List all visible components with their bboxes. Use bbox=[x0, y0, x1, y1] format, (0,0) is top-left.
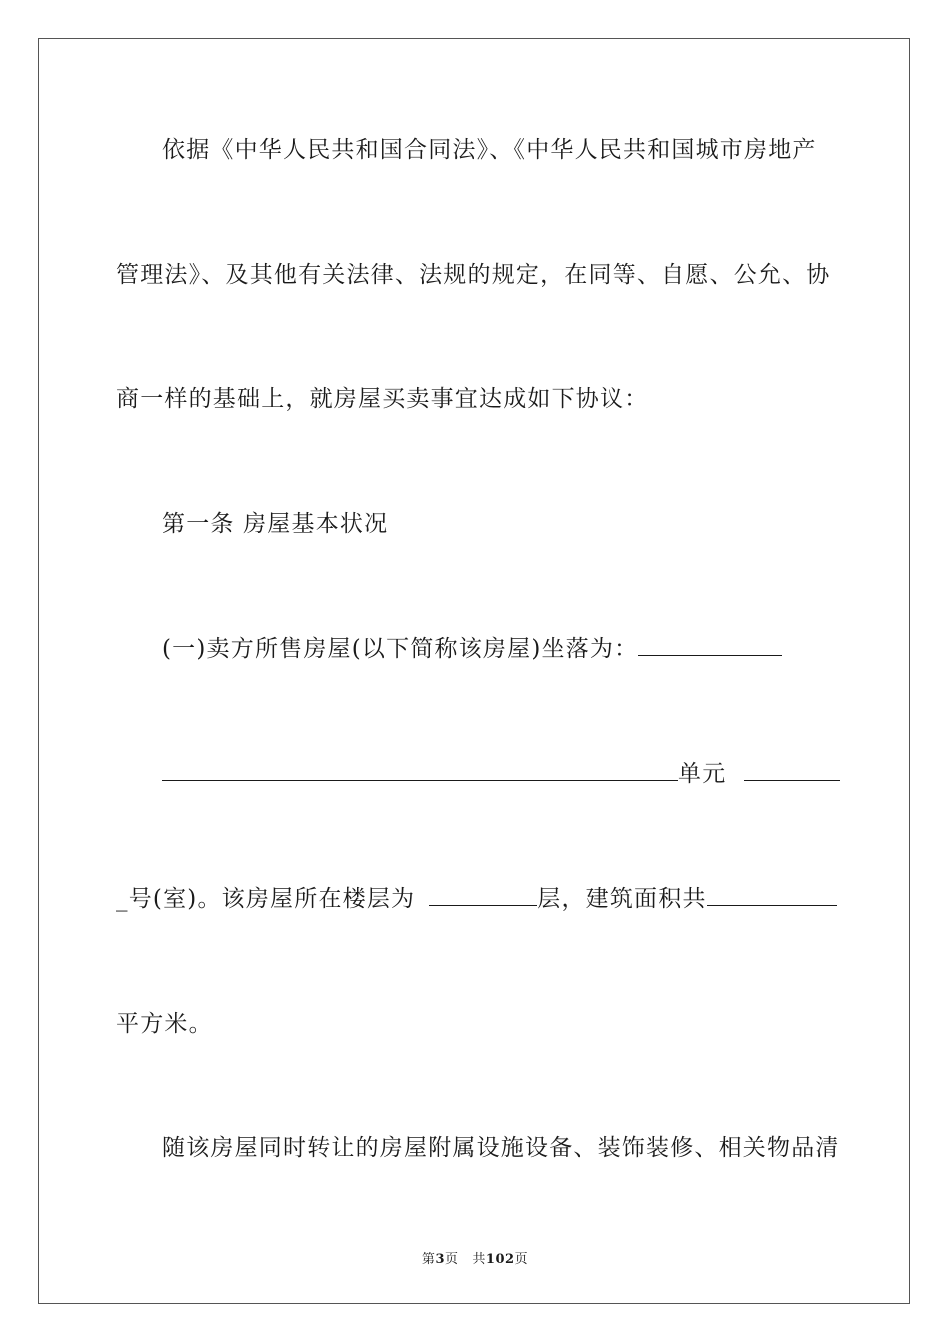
location-blank[interactable] bbox=[638, 637, 782, 656]
unit-blank[interactable] bbox=[744, 762, 840, 781]
total-suffix: 页 bbox=[514, 1252, 529, 1267]
paragraph-line: 随该房屋同时转让的房屋附属设施设备、装饰装修、相关物品清 bbox=[162, 1135, 840, 1161]
page-number: 3 bbox=[435, 1252, 445, 1267]
page-border bbox=[38, 38, 910, 1304]
room-floor-label: _号(室)。该房屋所在楼层为 bbox=[116, 886, 416, 912]
paragraph-line: 商一样的基础上，就房屋买卖事宜达成如下协议： bbox=[116, 386, 649, 412]
paragraph-line: 平方米。 bbox=[116, 1011, 213, 1037]
paragraph-line: 依据《中华人民共和国合同法》、《中华人民共和国城市房地产 bbox=[162, 137, 817, 163]
article-heading: 第一条 房屋基本状况 bbox=[162, 511, 389, 537]
page-prefix: 第 bbox=[421, 1252, 436, 1267]
total-pages: 102 bbox=[485, 1252, 515, 1267]
floor-line bbox=[116, 885, 837, 913]
unit-label: 单元 bbox=[678, 761, 727, 787]
location-label: (一)卖方所售房屋(以下简称该房屋)坐落为： bbox=[162, 636, 639, 662]
page-footer bbox=[0, 1248, 950, 1267]
paragraph-line: 管理法》、及其他有关法律、法规的规定，在同等、自愿、公允、协 bbox=[116, 262, 831, 288]
area-blank[interactable] bbox=[707, 887, 837, 906]
area-label: 层，建筑面积共 bbox=[537, 886, 707, 912]
location-line bbox=[162, 635, 782, 663]
floor-blank[interactable] bbox=[429, 887, 537, 906]
page-suffix: 页 bbox=[444, 1252, 459, 1267]
total-prefix: 共 bbox=[472, 1252, 486, 1267]
unit-line bbox=[162, 760, 840, 788]
address-blank[interactable] bbox=[162, 762, 678, 781]
